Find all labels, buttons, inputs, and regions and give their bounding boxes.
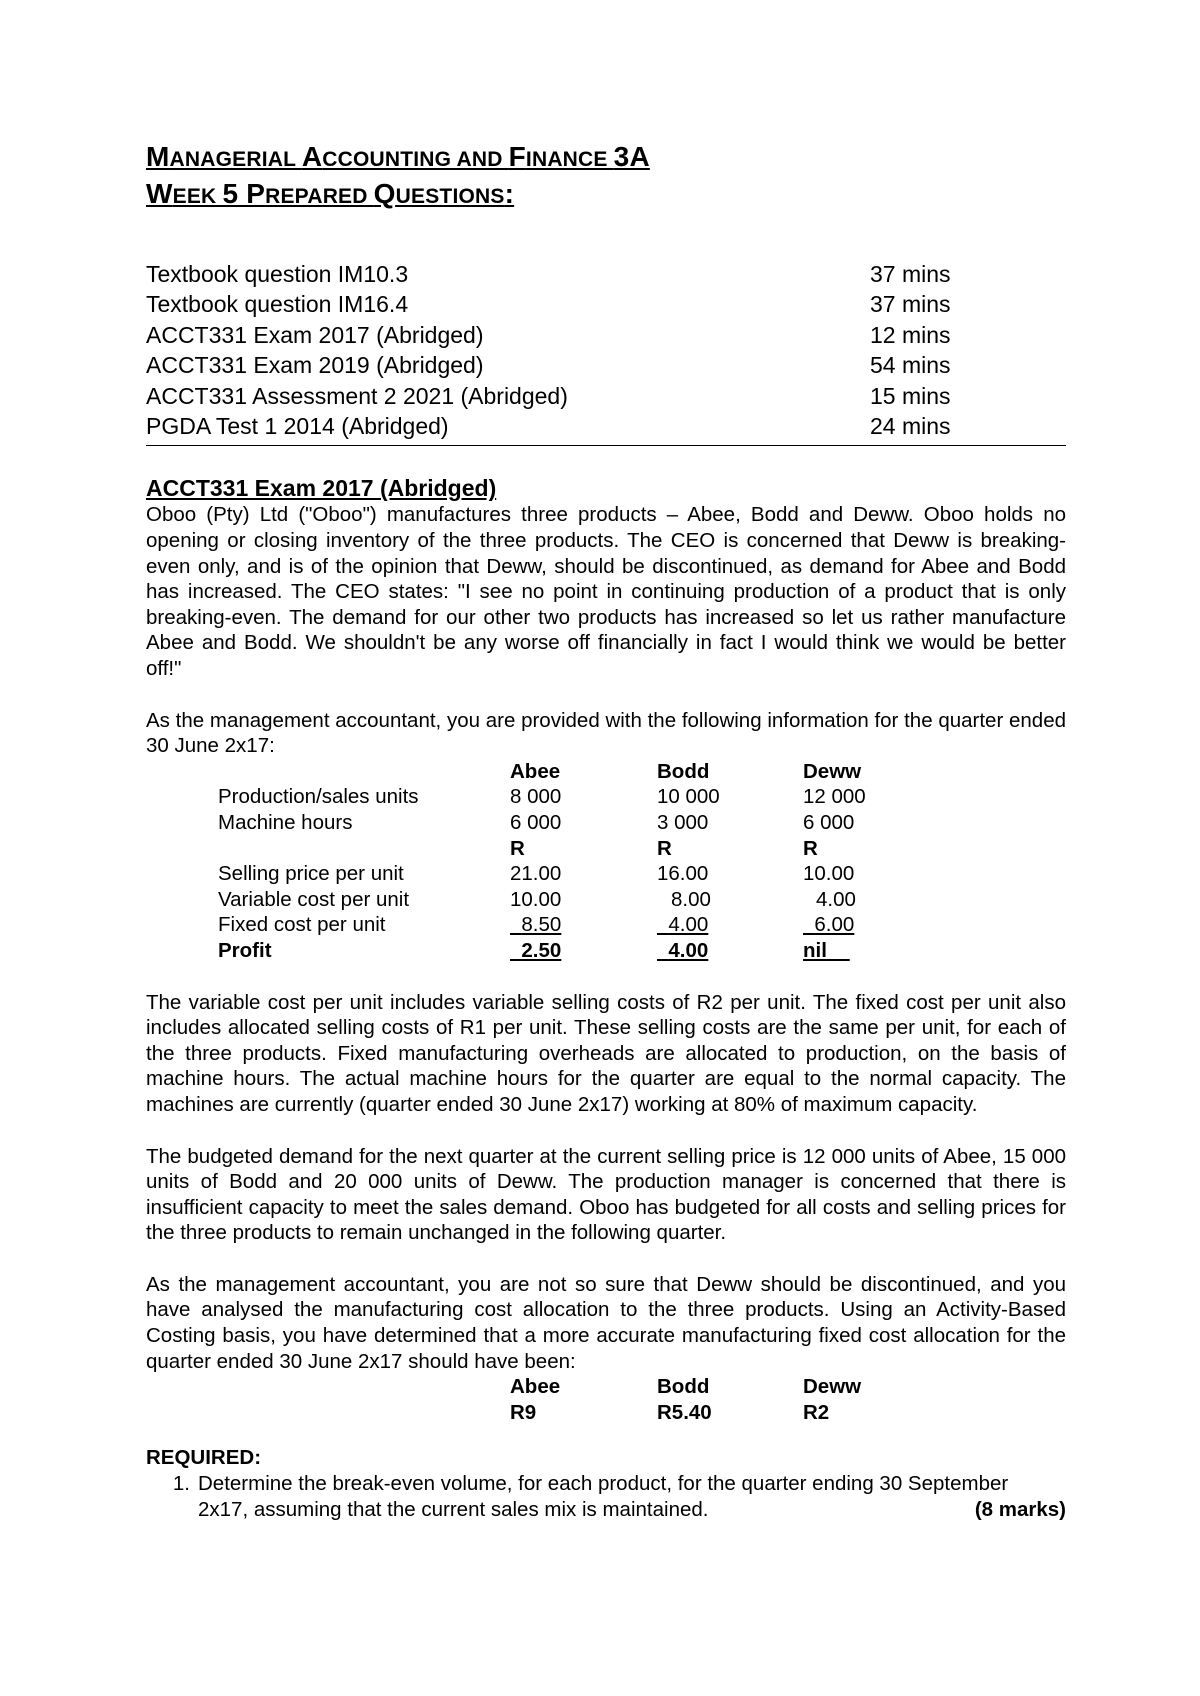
- document-page: [146, 140, 1066, 1522]
- contents-item: PGDA Test 1 2014 (Abridged) 24 mins: [146, 413, 951, 440]
- section-heading: ACCT331 Exam 2017 (Abridged): [146, 475, 497, 502]
- table-row: Variable cost per unit 10.00 8.00 4.00: [218, 887, 856, 911]
- contents-list: [146, 259, 1066, 446]
- document-title-line-1: MANAGERIAL ACCOUNTING AND FINANCE 3A: [146, 141, 650, 172]
- abc-paragraph: As the management accountant, you are not so sure that Deww should be discontinued, and you have analysed the manufacturing cost allocation to the three products. Using an Activity-Based Costing basis, you have determined that a more accurate manufacturing fixed cost allocation for the quarter ended 30 June 2x17 should have been:: [146, 1272, 1066, 1373]
- column-header: Abee: [510, 759, 561, 783]
- intro-paragraph: Oboo (Pty) Ltd ("Oboo") manufactures three products – Abee, Bodd and Deww. Oboo holds no opening or closing inventory of the three products. The CEO is concerned that Deww is breaking-even only, and is of the opinion that Deww, should be discontinued, as demand for Abee and Bodd has increased. The CEO states: "I see no point in continuing production of a product that is only breaking-even. The demand for our other two products has increased so let us rather manufacture Abee and Bodd. We shouldn't be any worse off financially in fact I would think we would be better off!": [146, 503, 1066, 680]
- budget-paragraph: The budgeted demand for the next quarter at the current selling price is 12 000 units of Abee, 15 000 units of Bodd and 20 000 units of Deww. The production manager is concerned that there is insufficient capacity to meet the sales demand. Oboo has budgeted for all costs and selling prices for the three products to remain unchanged in the following quarter.: [146, 1144, 1066, 1245]
- contents-item: ACCT331 Exam 2017 (Abridged) 12 mins: [146, 321, 951, 348]
- required-item: 1. Determine the break-even volume, for each product, for the quarter ending 30 September 2x17, assuming that the current sales mix is maintained. (8 marks): [172, 1472, 1066, 1521]
- contents-item: Textbook question IM16.4 37 mins: [146, 291, 951, 318]
- table-header-row: [218, 759, 903, 785]
- table-row: Fixed cost per unit 8.50 4.00 6.00: [218, 913, 855, 937]
- table-header-row: Abee Bodd Deww: [510, 1375, 862, 1399]
- info-intro-paragraph: As the management accountant, you are provided with the following information for the quarter ended 30 June 2x17:: [146, 708, 1066, 758]
- required-heading: REQUIRED:: [146, 1446, 262, 1470]
- document-title-line-2: WEEK 5 PREPARED QUESTIONS:: [146, 178, 515, 209]
- table-row: Machine hours 6 000 3 000 6 000: [218, 810, 855, 834]
- column-header: Deww: [803, 759, 862, 783]
- contents-item: ACCT331 Assessment 2 2021 (Abridged) 15 mins: [146, 382, 951, 409]
- product-data-table: [218, 759, 903, 964]
- profit-row: Profit 2.50 4.00 nil: [218, 938, 827, 962]
- contents-item: ACCT331 Exam 2019 (Abridged) 54 mins: [146, 352, 951, 379]
- table-row: Production/sales units 8 000 10 000 12 000: [218, 785, 866, 809]
- abc-allocation-table: [218, 1374, 903, 1425]
- costs-paragraph: The variable cost per unit includes variable selling costs of R2 per unit. The fixed cost per unit also includes allocated selling costs of R1 per unit. These selling costs are the same per unit, for each of the three products. Fixed manufacturing overheads are allocated to production, on the basis of machine hours. The actual machine hours for the quarter are equal to the normal capacity. The machines are currently (quarter ended 30 June 2x17) working at 80% of maximum capacity.: [146, 990, 1066, 1116]
- contents-item: Textbook question IM10.3 37 mins: [146, 261, 951, 287]
- marks-label: (8 marks): [974, 1497, 1066, 1521]
- table-row: Selling price per unit 21.00 16.00 10.00: [218, 862, 855, 886]
- table-row: R9 R5.40 R2: [510, 1400, 830, 1424]
- currency-row: R R R: [510, 836, 818, 860]
- column-header: Bodd: [657, 759, 710, 783]
